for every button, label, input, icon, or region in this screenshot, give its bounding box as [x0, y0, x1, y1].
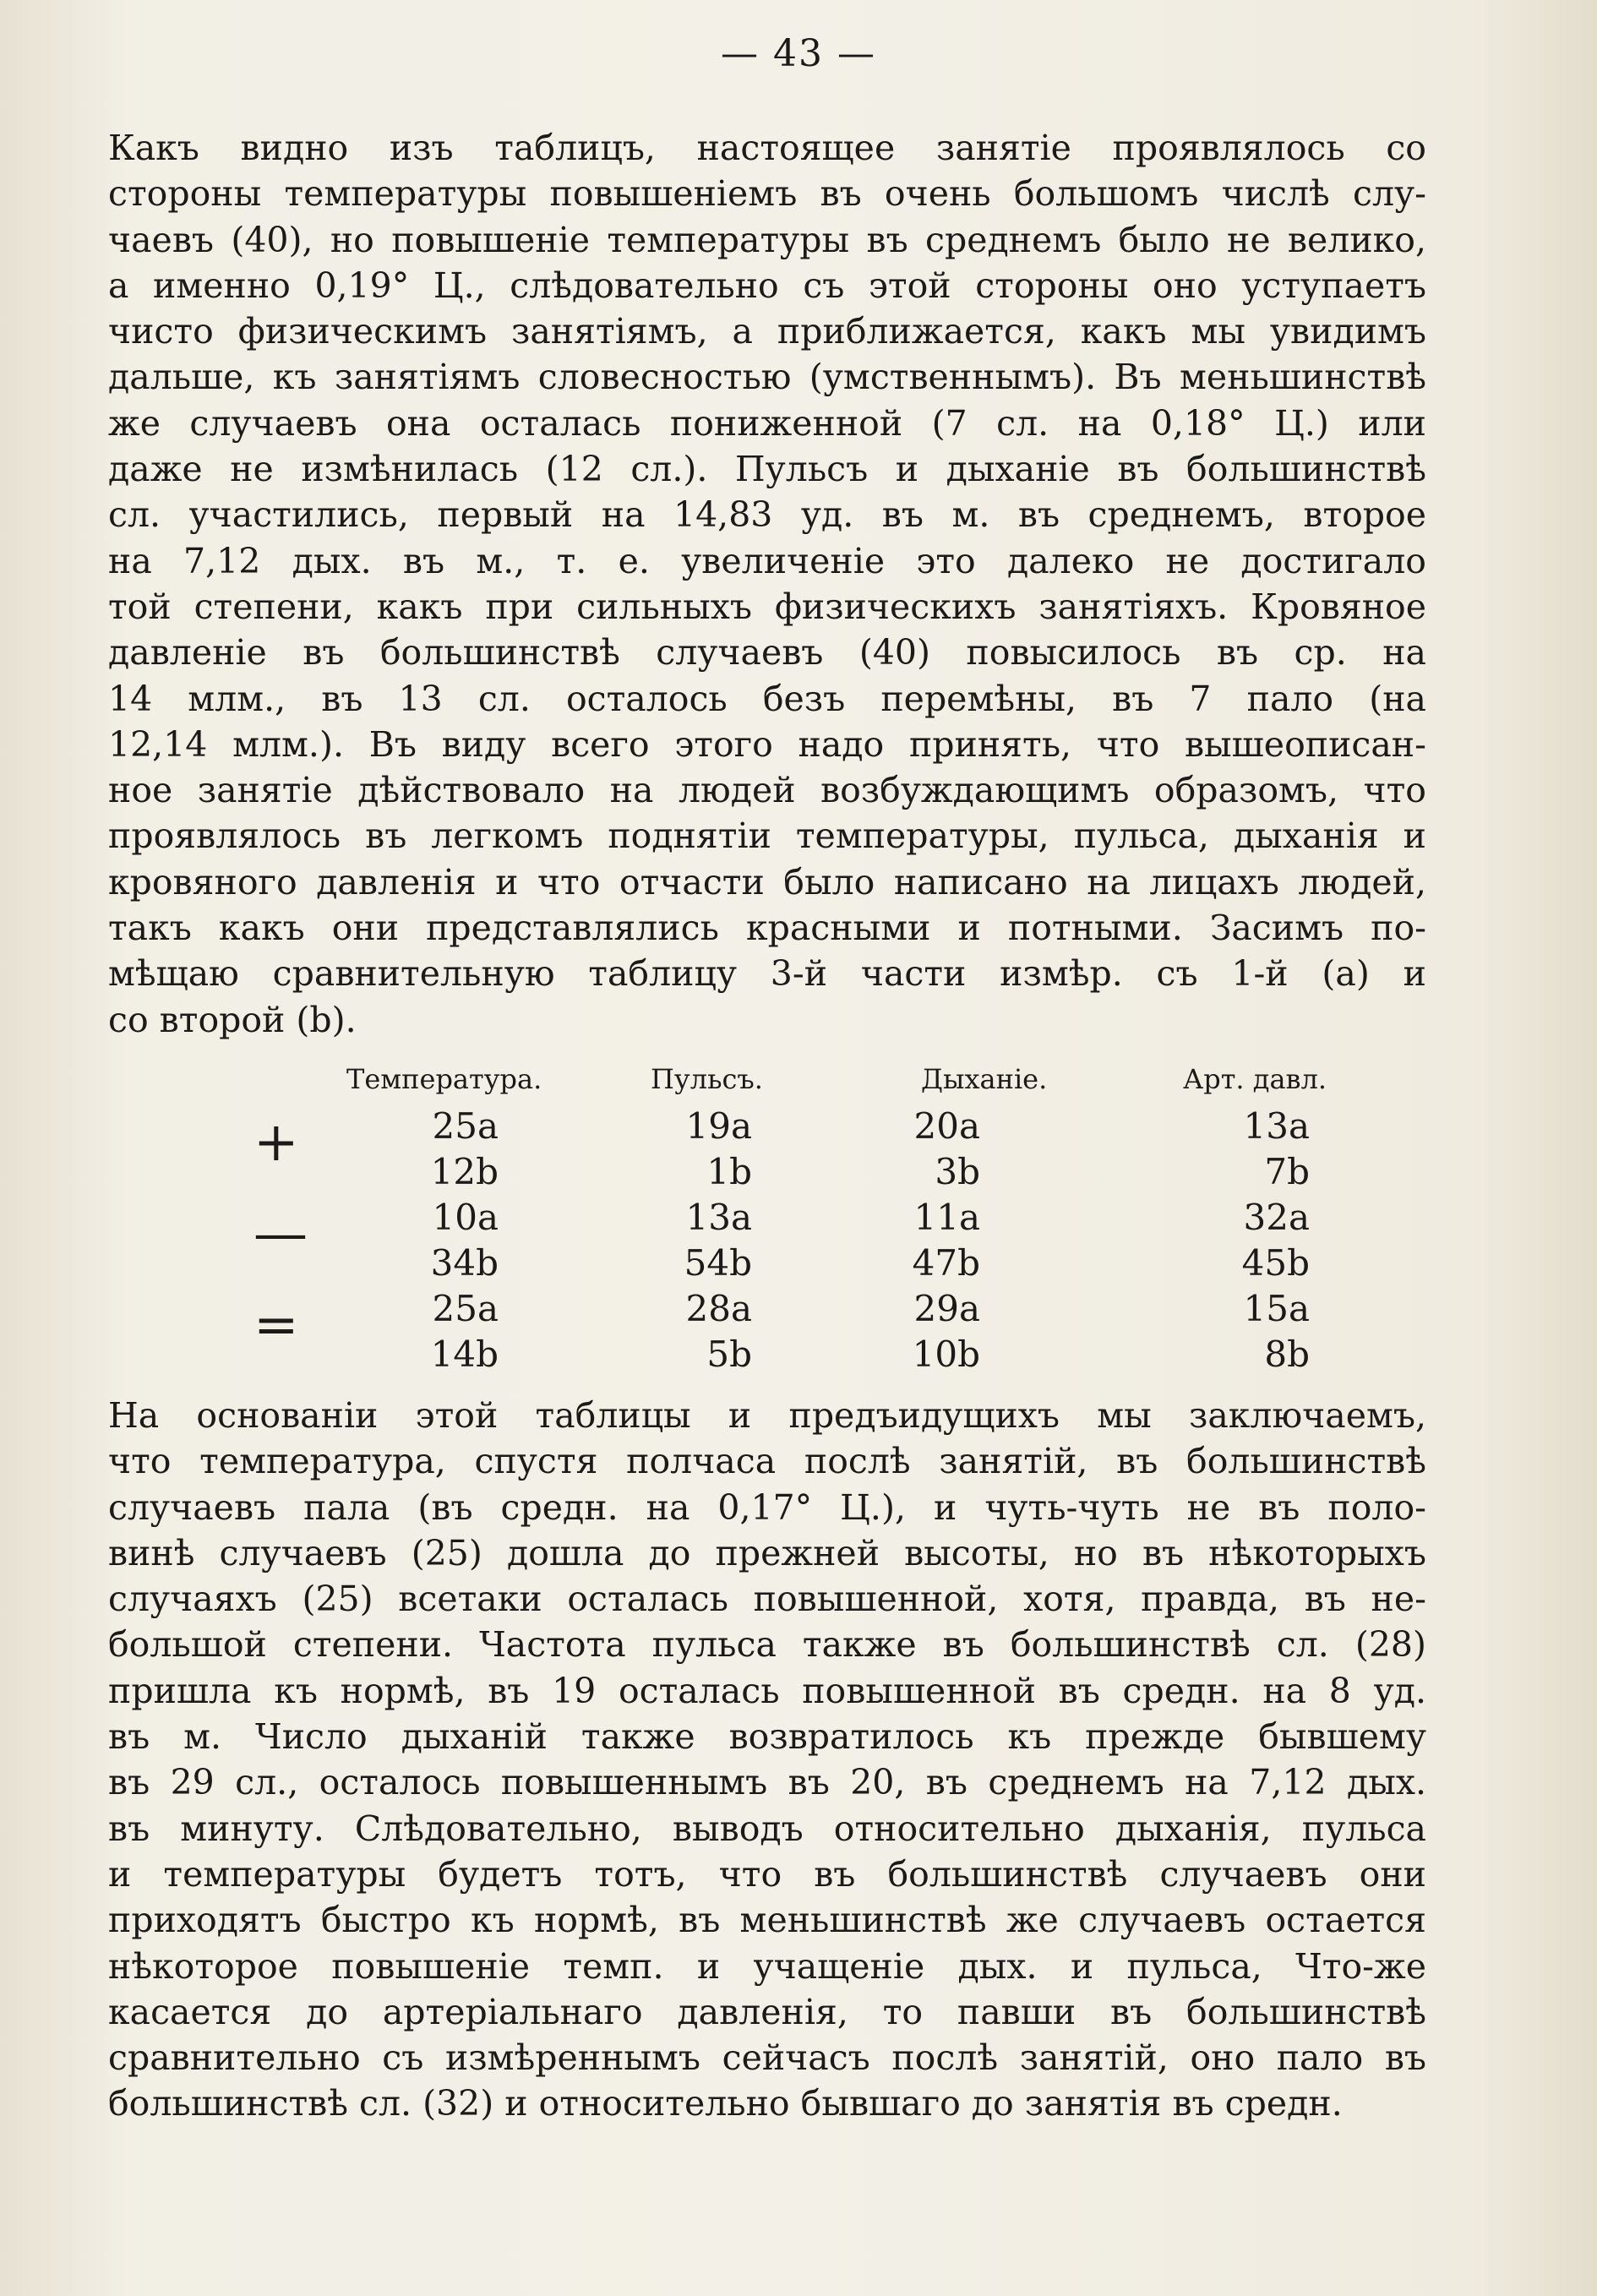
paragraph-2 [108, 1393, 1426, 2127]
table-cell: 47b [912, 1242, 980, 1284]
text-line: винѣ случаевъ (25) дошла до прежней высоты, но въ нѣкоторыхъ [108, 1532, 1426, 1573]
text-line: той степени, какъ при сильныхъ физическихъ занятіяхъ. Кровяное [108, 586, 1426, 627]
text-line: чисто физическимъ занятіямъ, а приближается, какъ мы увидимъ [108, 311, 1426, 352]
text-line: сравнительно съ измѣреннымъ сейчасъ послѣ занятій, оно пало въ [108, 2037, 1426, 2079]
text-line: въ 29 сл., осталось повышеннымъ въ 20, въ среднемъ на 7,12 дых. [108, 1762, 1426, 1803]
table-cell: 32a [1243, 1197, 1310, 1238]
text-line: чаевъ (40), но повышеніе температуры въ среднемъ было не велико, [108, 219, 1426, 260]
table-cell: 10b [912, 1333, 980, 1375]
text-line: что температура, спустя полчаса послѣ занятій, въ большинствѣ [108, 1441, 1426, 1482]
text-line: дальше, къ занятіямъ словесностью (умственнымъ). Въ меньшинствѣ [108, 357, 1426, 398]
text-line: и температуры будетъ тотъ, что въ большинствѣ случаевъ они [108, 1853, 1426, 1895]
table-cell: 5b [706, 1333, 752, 1375]
table-cell: 34b [430, 1242, 499, 1284]
text-line: даже не измѣнилась (12 сл.). Пульсъ и дыханіе въ большинствѣ [108, 449, 1426, 490]
table-cell: 13a [685, 1197, 752, 1238]
text-line: На основаніи этой таблицы и предъидущихъ мы заключаемъ, [108, 1395, 1426, 1436]
text-line: стороны температуры повышеніемъ въ очень большомъ числѣ слу- [108, 173, 1426, 215]
row-group-sign: = [253, 1294, 299, 1356]
text-line: 14 млм., въ 13 сл. осталось безъ перемѣны, въ 7 пало (на [108, 678, 1426, 719]
table-cell: 20a [913, 1105, 980, 1147]
table-cell: 1b [706, 1151, 752, 1192]
table-cell: 28a [685, 1288, 752, 1329]
text-line: случаяхъ (25) всетаки осталась повышенной, хотя, правда, въ не- [108, 1579, 1426, 1620]
table-cell: 25a [432, 1105, 499, 1147]
text-line: нѣкоторое повышеніе темп. и учащеніе дых. и пульса, Что-же [108, 1945, 1426, 1987]
table-cell: 12b [430, 1151, 499, 1192]
text-line: а именно 0,19° Ц., слѣдовательно съ этой стороны оно уступаетъ [108, 265, 1426, 306]
text-line: въ м. Число дыханій также возвратилось къ прежде бывшему [108, 1716, 1426, 1758]
table-header [237, 1063, 1420, 1105]
header-pulse: Пульсъ. [651, 1063, 763, 1095]
table-cell: 15a [1243, 1288, 1310, 1329]
table-cell: 29a [913, 1288, 980, 1329]
text-line: же случаевъ она осталась пониженной (7 сл. на 0,18° Ц.) или [108, 402, 1426, 444]
text-line: ное занятіе дѣйствовало на людей возбуждающимъ образомъ, что [108, 770, 1426, 811]
table-cell: 8b [1264, 1333, 1310, 1375]
text-line: большой степени. Частота пульса также въ большинствѣ сл. (28) [108, 1624, 1426, 1666]
table-cell: 3b [935, 1151, 980, 1192]
table-cell: 19a [685, 1105, 752, 1147]
table-cell: 25a [432, 1288, 499, 1329]
text-line: приходятъ быстро къ нормѣ, въ меньшинствѣ же случаевъ остается [108, 1900, 1426, 1941]
text-line: проявлялось въ легкомъ поднятіи температуры, пульса, дыханія и [108, 815, 1426, 857]
table-cell: 45b [1241, 1242, 1310, 1284]
text-line: пришла къ нормѣ, въ 19 осталась повышенной въ средн. на 8 уд. [108, 1670, 1426, 1711]
text-line: такъ какъ они представлялись красными и потными. Засимъ по- [108, 908, 1426, 949]
row-group-sign: + [253, 1111, 299, 1174]
text-line: случаевъ пала (въ средн. на 0,17° Ц.), и чуть-чуть не въ поло- [108, 1486, 1426, 1528]
text-line: мѣщаю сравнительную таблицу 3-й части измѣр. съ 1-й (а) и [108, 953, 1426, 995]
table-cell: 11a [913, 1197, 980, 1238]
text-line: со второй (b). [108, 999, 357, 1040]
table-cell: 7b [1264, 1151, 1310, 1192]
text-line: въ минуту. Слѣдовательно, выводъ относительно дыханія, пульса [108, 1808, 1426, 1849]
text-line: давленіе въ большинствѣ случаевъ (40) повысилось въ ср. на [108, 632, 1426, 674]
table-cell: 13a [1243, 1105, 1310, 1147]
text-line: касается до артеріальнаго давленія, то павши въ большинствѣ [108, 1991, 1426, 2032]
text-line: 12,14 млм.). Въ виду всего этого надо принять, что вышеописан- [108, 723, 1426, 765]
text-line: Какъ видно изъ таблицъ, настоящее занятіе проявлялось со [108, 128, 1426, 168]
text-line: большинствѣ сл. (32) и относительно бывшаго до занятія въ средн. [108, 2083, 1343, 2124]
page-number: — 43 — [721, 32, 876, 75]
text-line: на 7,12 дых. въ м., т. е. увеличеніе это далеко не достигало [108, 540, 1426, 581]
header-temperature: Температура. [346, 1063, 542, 1095]
text-line: кровяного давленія и что отчасти было написано на лицахъ людей, [108, 861, 1426, 903]
table-cell: 54b [684, 1242, 752, 1284]
table-cell: 10a [432, 1197, 499, 1238]
comparison-table [237, 1063, 1420, 1375]
text-line: сл. участились, первый на 14,83 уд. въ м. въ среднемъ, второе [108, 494, 1426, 536]
header-arterial-pressure: Арт. давл. [1183, 1063, 1327, 1095]
table-cell: 14b [430, 1333, 499, 1375]
header-respiration: Дыханіе. [921, 1063, 1048, 1095]
paragraph-1 [108, 125, 1426, 1043]
row-group-sign: — [253, 1203, 308, 1265]
